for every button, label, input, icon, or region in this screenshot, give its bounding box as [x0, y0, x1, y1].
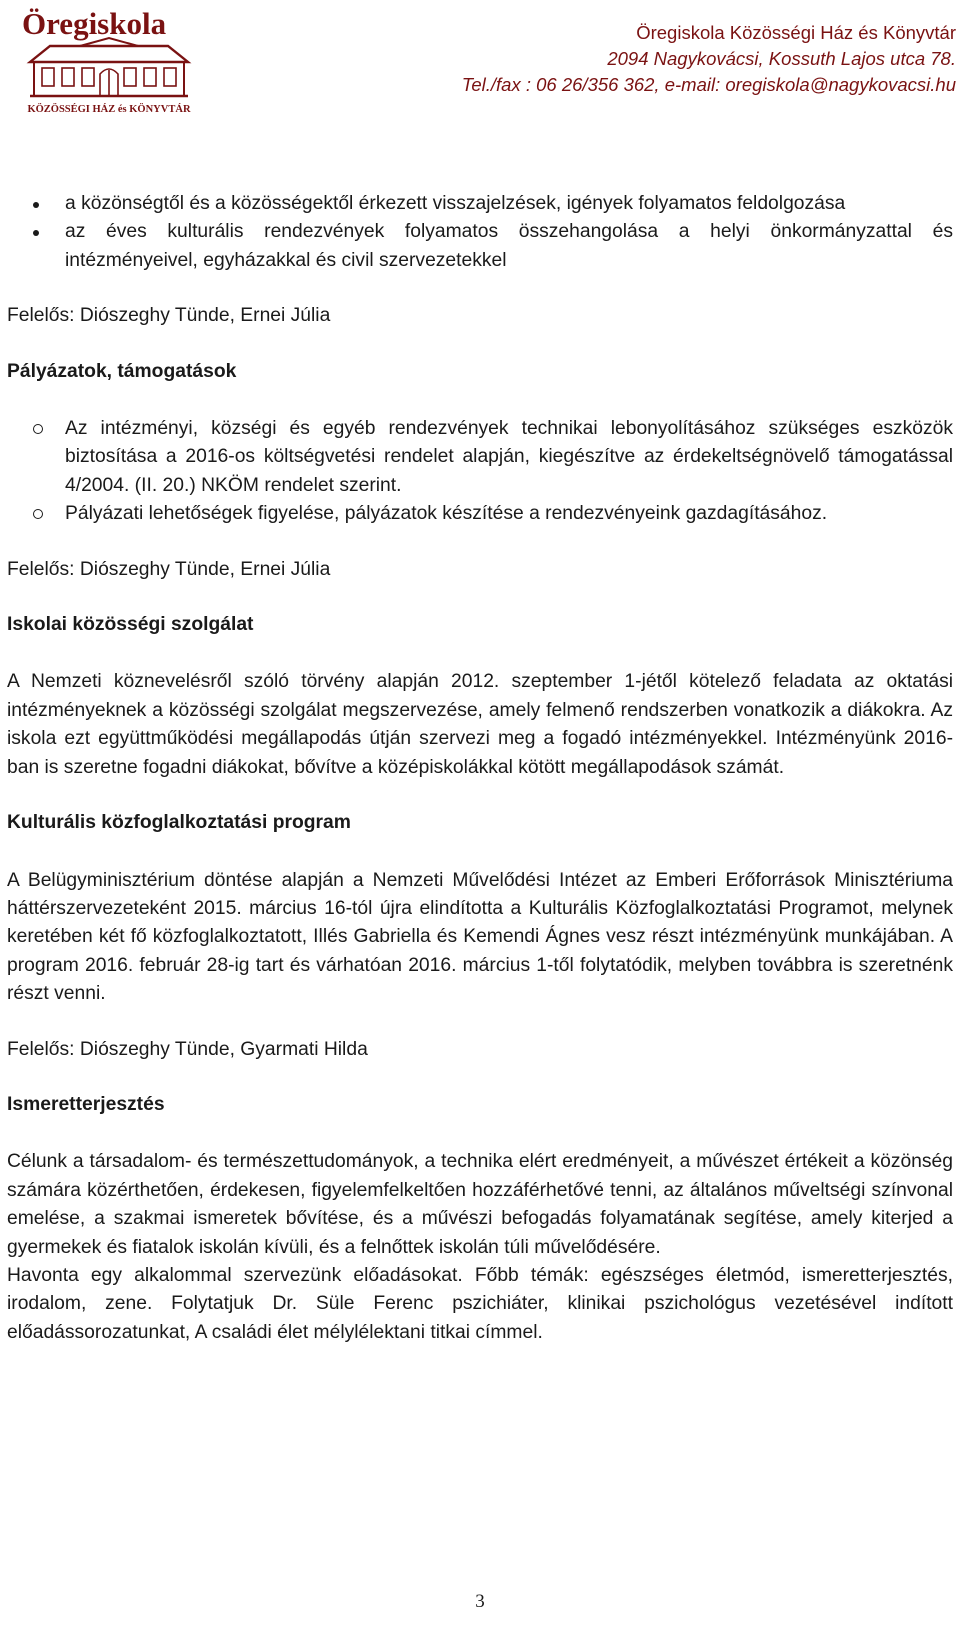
list-item: Pályázati lehetőségek figyelése, pályázatok készítése a rendezvényeink gazdagításához. — [7, 500, 953, 528]
document-body — [7, 190, 953, 1347]
intro-bullet-list — [7, 190, 953, 275]
list-item: a közönségtől és a közösségektől érkezett visszajelzések, igények folyamatos feldolgozása — [7, 190, 953, 218]
contact-name: Öregiskola Közösségi Ház és Könyvtár — [636, 22, 956, 43]
svg-text:KÖZÖSSÉGI HÁZ és KÖNYVTÁR: KÖZÖSSÉGI HÁZ és KÖNYVTÁR — [27, 104, 191, 115]
institution-logo — [20, 4, 198, 116]
section-heading-education: Ismeretterjesztés — [7, 1093, 165, 1115]
building-logo-icon — [20, 4, 198, 116]
section-heading-public-work: Kulturális közfoglalkoztatási program — [7, 812, 351, 834]
letterhead — [0, 0, 960, 120]
contact-address: 2094 Nagykovácsi, Kossuth Lajos utca 78. — [607, 48, 956, 69]
paragraph: Célunk a társadalom- és természettudományok, a technika elért eredményeit, a művészet értékeit a közönség számára közérthetően, érdekesen, figyelemfelkeltően hozzáférhetővé tenni, az általános műveltségi színvonal emelése, a szakmai ismeretek bővítése, és a művészi befogadás folyamatának segítése, amely kiterjed a gyermekek és fiatalok iskolán kívüli, és a felnőttek iskolán túli művelődésére. — [7, 1151, 953, 1258]
section-heading-grants: Pályázatok, támogatások — [7, 360, 237, 382]
list-item: Az intézményi, községi és egyéb rendezvények technikai lebonyolításához szükséges eszközök biztosítása a 2016-os költségvetési rendelet alapján, kiegészítve az érdekeltségnövelő támogatással 4/2004. (II. 20.) NKÖM rendelet szerint. — [7, 415, 953, 500]
svg-text:Öregiskola: Öregiskola — [22, 6, 167, 41]
page-number: 3 — [475, 1591, 485, 1612]
responsible-line: Felelős: Diószeghy Tünde, Gyarmati Hilda — [7, 1038, 368, 1060]
paragraph: A Belügyminisztérium döntése alapján a Nemzeti Művelődési Intézet az Emberi Erőforrások Minisztériuma háttérszervezeteként 2015. március 16-tól újra elindította a Kulturális Közfoglalkoztatási Programot, melynek keretében két fő közfoglalkoztatott, Illés Gabriella és Kemendi Ágnes vesz részt intézményünk munkájában. A program 2016. február 28-ig tart és várhatóan 2016. március 1-től folytatódik, melyben továbbra is szeretnénk részt venni. — [7, 869, 953, 1005]
paragraph: Havonta egy alkalommal szervezünk előadásokat. Főbb témák: egészséges életmód, ismeretterjesztés, irodalom, zene. Folytatjuk Dr. Süle Ferenc pszichiáter, klinikai pszichológus vezetésével indított előadássorozatunkat, A családi élet mélylélektani titkai címmel. — [7, 1264, 953, 1343]
grants-bullet-list — [7, 415, 953, 529]
paragraph: A Nemzeti köznevelésről szóló törvény alapján 2012. szeptember 1-jétől kötelező feladata az oktatási intézményeknek a közösségi szolgálat megszervezése, amely felmenő rendszerben vonatkozik a diákokra. Az iskola ezt együttműködési megállapodás útján szervezi meg a fogadó intézményekkel. Intézményünk 2016-ban is szeretne fogadni diákokat, bővítve a középiskolákkal kötött megállapodások számát. — [7, 671, 953, 778]
section-heading-school-service: Iskolai közösségi szolgálat — [7, 614, 254, 636]
responsible-line: Felelős: Diószeghy Tünde, Ernei Júlia — [7, 558, 331, 580]
contact-block — [462, 20, 956, 98]
responsible-line: Felelős: Diószeghy Tünde, Ernei Júlia — [7, 305, 331, 327]
contact-phone-email: Tel./fax : 06 26/356 362, e-mail: oregiskola@nagykovacsi.hu — [461, 74, 956, 95]
list-item: az éves kulturális rendezvények folyamatos összehangolása a helyi önkormányzattal és intézményeivel, egyházakkal és civil szervezetekkel — [7, 218, 953, 275]
